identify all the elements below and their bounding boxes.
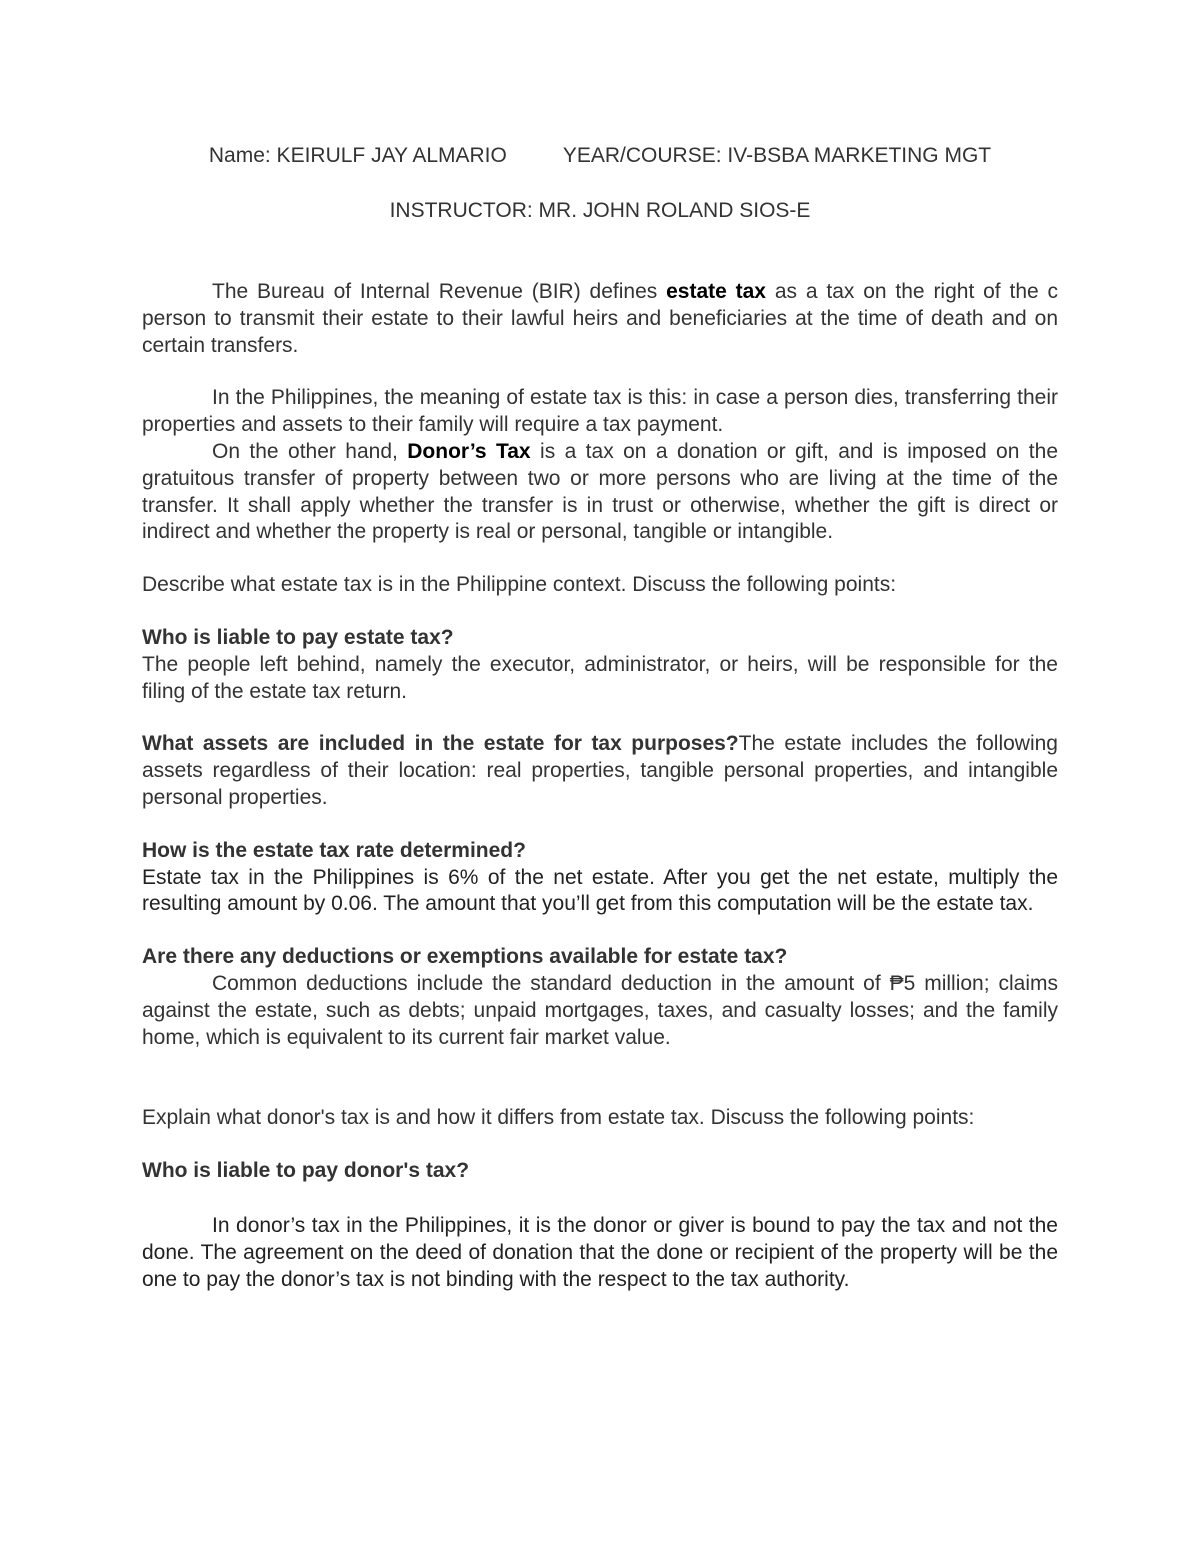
intro-paragraph-donors-tax: On the other hand, Donor’s Tax is a tax on a donation or gift, and is imposed on the gratuitous transfer of property between two or more persons who are living at the time of the transfer. It shall apply whether the transfer is in trust or otherwise, whether the gift is direct or indirect and whether the property is real or personal, tangible or intangible. [142,439,1058,544]
estate-answer-rate: Estate tax in the Philippines is 6% of the net estate. After you get the net estate, multiply the resulting amount by 0.06. The amount that you’ll get from this computation will be the estate tax. [142,865,1058,916]
estate-answer-deductions: Common deductions include the standard deduction in the amount of ₱5 million; claims against the estate, such as debts; unpaid mortgages, taxes, and casualty losses; and the family home, which is equivalent to its current fair market value. [142,971,1058,1049]
instructor-line [0,197,1200,225]
estate-answer-liable: The people left behind, namely the executor, administrator, or heirs, will be responsible for the filing of the estate tax return. [142,652,1058,703]
estate-question-deductions: Are there any deductions or exemptions available for estate tax? [142,945,788,969]
estate-assets-paragraph [142,731,1058,811]
student-info-line [0,142,1200,170]
donors-tax-term: Donor’s Tax [407,439,531,463]
document-body [142,279,1058,1293]
estate-answer-assets: The estate includes the following assets regardless of their location: real properties, tangible personal properties, and intangible personal properties. [142,732,1058,809]
year-course: YEAR/COURSE: IV-BSBA MARKETING MGT [562,144,992,167]
donor-section-prompt: Explain what donor's tax is and how it differs from estate tax. Discuss the following points: [142,1106,975,1130]
estate-tax-term: estate tax [666,280,766,303]
estate-question-assets: What assets are included in the estate for tax purposes? [142,732,739,756]
donor-question-liable: Who is liable to pay donor's tax? [142,1159,470,1183]
instructor-name: INSTRUCTOR: MR. JOHN ROLAND SIOS-E [389,199,811,222]
student-name: Name: KEIRULF JAY ALMARIO [208,144,507,167]
intro-paragraph-estate-tax: The Bureau of Internal Revenue (BIR) defines estate tax as a tax on the right of the c person to transmit their estate to their lawful heirs and beneficiaries at the time of death and on certain transfers. [142,280,1059,357]
intro-paragraph-philippines: In the Philippines, the meaning of estate tax is this: in case a person dies, transferring their properties and assets to their family will require a tax payment. [142,386,1058,437]
estate-question-liable: Who is liable to pay estate tax? [142,625,454,649]
estate-question-rate: How is the estate tax rate determined? [142,838,526,862]
estate-section-prompt: Describe what estate tax is in the Philippine context. Discuss the following points: [142,573,897,597]
donor-answer-liable: In donor’s tax in the Philippines, it is the donor or giver is bound to pay the tax and not the done. The agreement on the deed of donation that the done or recipient of the property will be the one to pay the donor’s tax is not binding with the respect to the tax authority. [142,1213,1058,1291]
